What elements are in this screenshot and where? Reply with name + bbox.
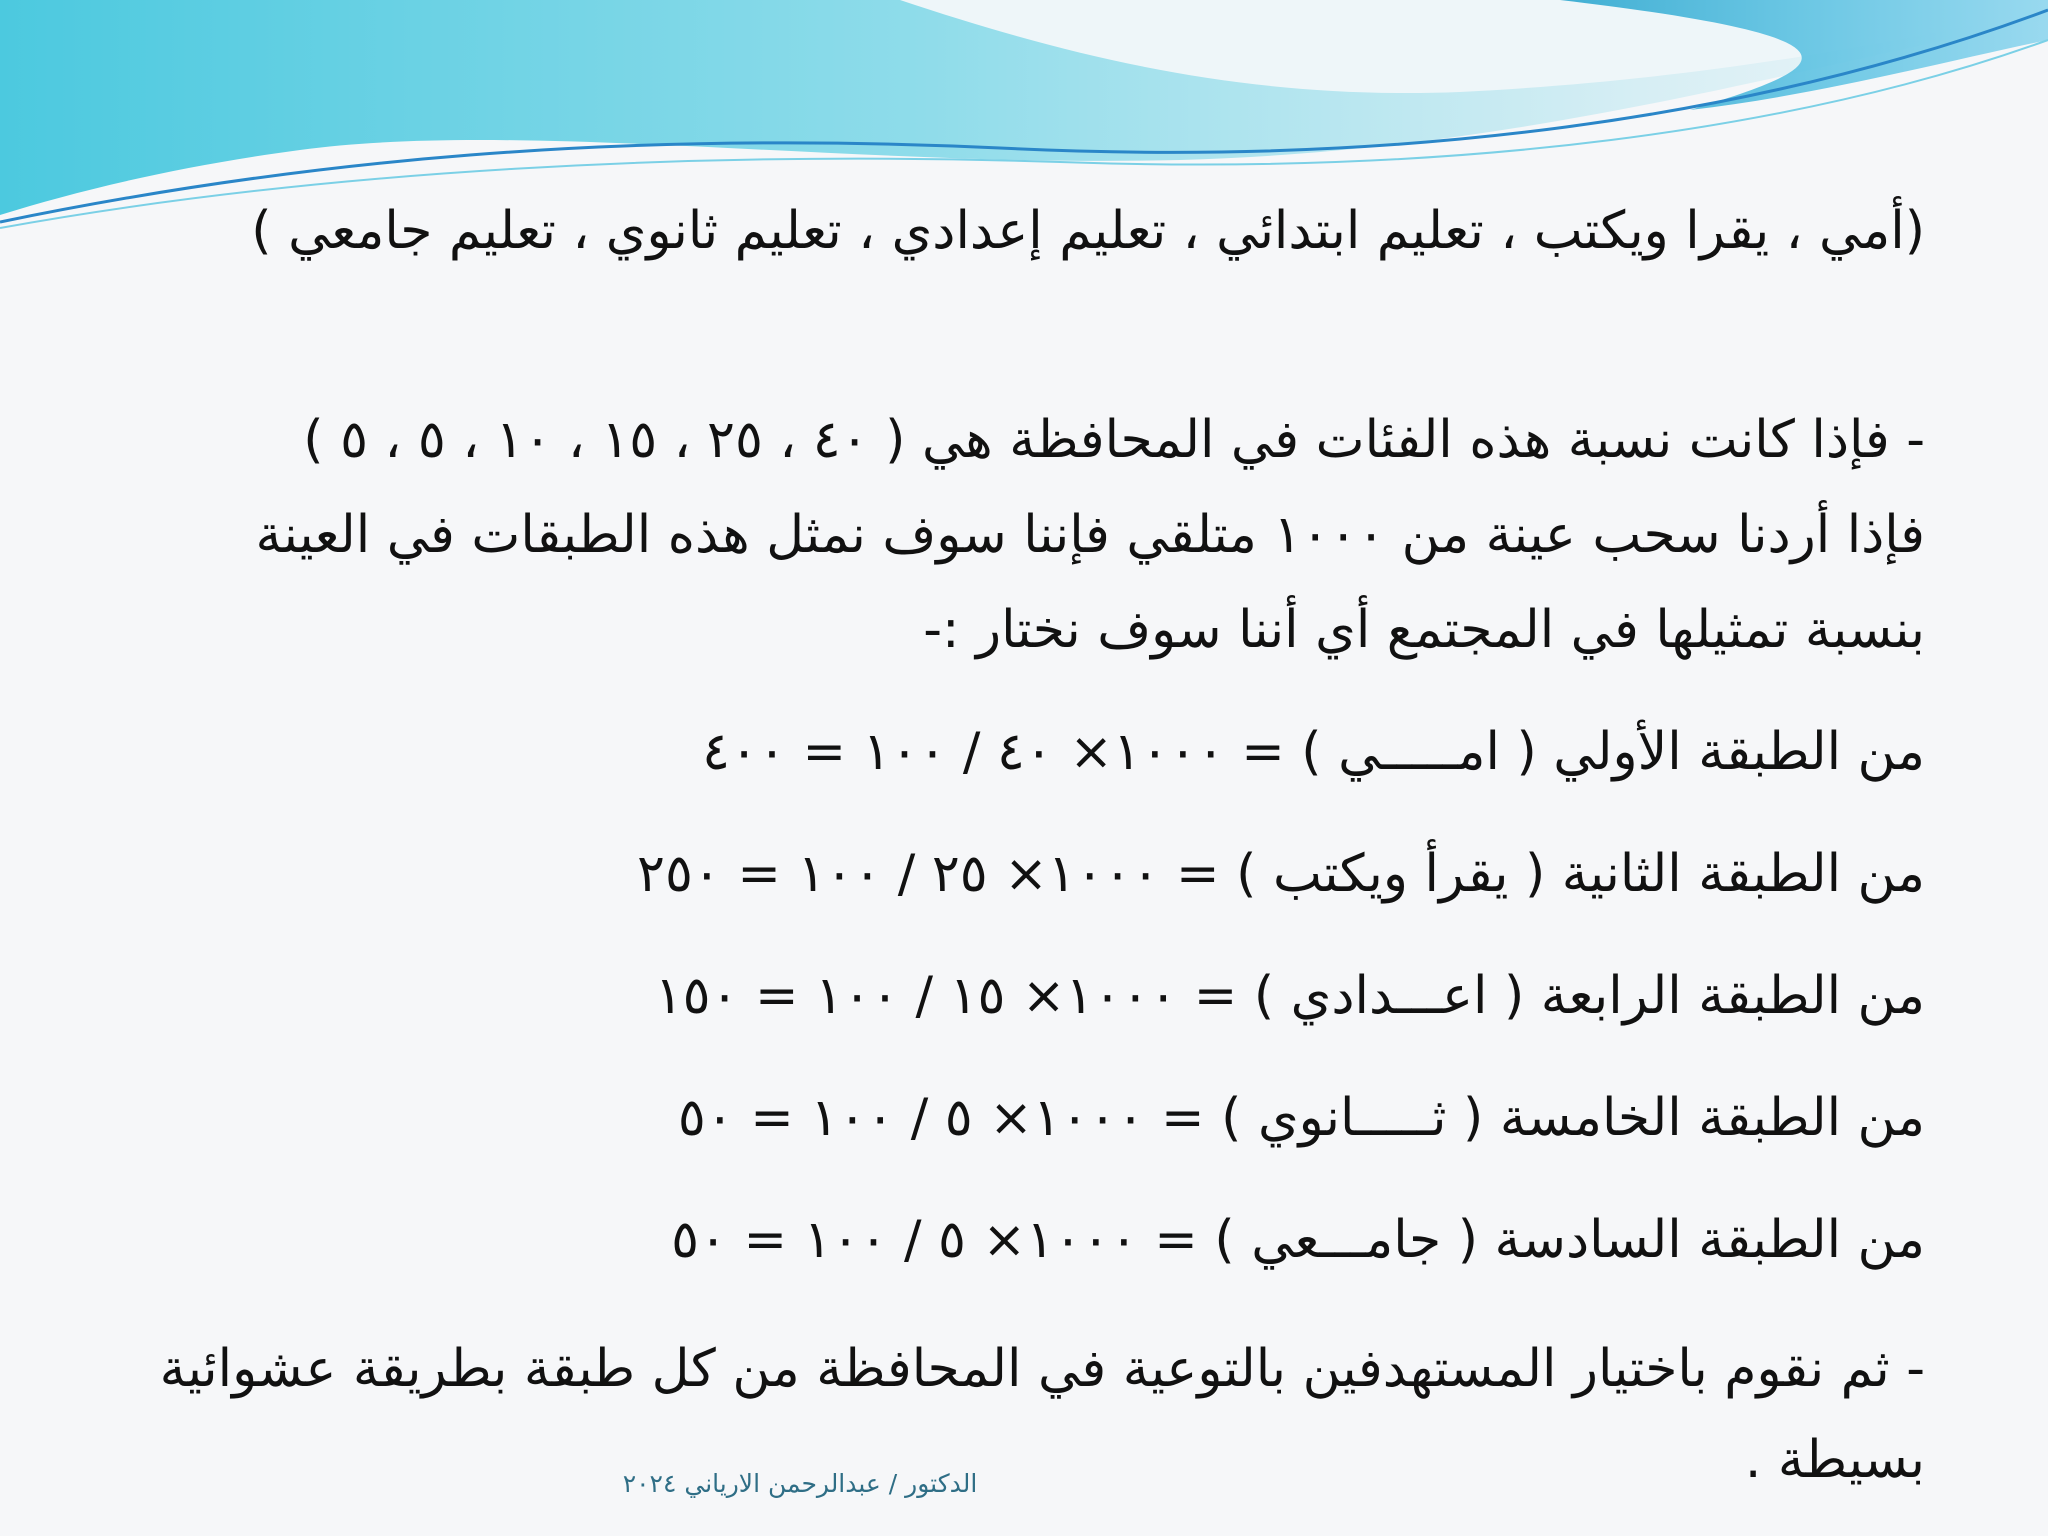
stratum-4-line: من الطبقة الرابعة ( اعـــدادي ) = ١٠٠٠× ١٥ / ١٠٠ = ١٥٠ <box>654 966 1925 1026</box>
stratum-5-line: من الطبقة الخامسة ( ثـــــانوي ) = ١٠٠٠× ٥ / ١٠٠ = ٥٠ <box>677 1088 1925 1148</box>
stratum-6-line: من الطبقة السادسة ( جامـــعي ) = ١٠٠٠× ٥ / ١٠٠ = ٥٠ <box>671 1210 1925 1270</box>
conclusion-line: - ثم نقوم باختيار المستهدفين بالتوعية في المحافظة من كل طبقة بطريقة عشوائية <box>159 1339 1925 1399</box>
conclusion-line-end: بسيطة . <box>1744 1430 1925 1490</box>
proportions-line: - فإذا كانت نسبة هذه الفئات في المحافظة هي ( ٤٠ ، ٢٥ ، ١٥ ، ١٠ ، ٥ ، ٥ ) <box>303 410 1925 470</box>
representation-line: بنسبة تمثيلها في المجتمع أي أننا سوف نختار :- <box>923 600 1925 660</box>
stratum-2-line: من الطبقة الثانية ( يقرأ ويكتب ) = ١٠٠٠× ٢٥ / ١٠٠ = ٢٥٠ <box>637 844 1925 904</box>
sample-line: فإذا أردنا سحب عينة من ١٠٠٠ متلقي فإننا سوف نمثل هذه الطبقات في العينة <box>255 505 1925 565</box>
slide-content <box>159 0 1925 1536</box>
categories-line: (أمي ، يقرا ويكتب ، تعليم ابتدائي ، تعليم إعدادي ، تعليم ثانوي ، تعليم جامعي ) <box>251 201 1925 261</box>
footer-author: الدكتور / عبدالرحمن الارياني ٢٠٢٤ <box>622 1469 978 1498</box>
stratum-1-line: من الطبقة الأولي ( امـــــي ) = ١٠٠٠× ٤٠ / ١٠٠ = ٤٠٠ <box>702 722 1925 782</box>
